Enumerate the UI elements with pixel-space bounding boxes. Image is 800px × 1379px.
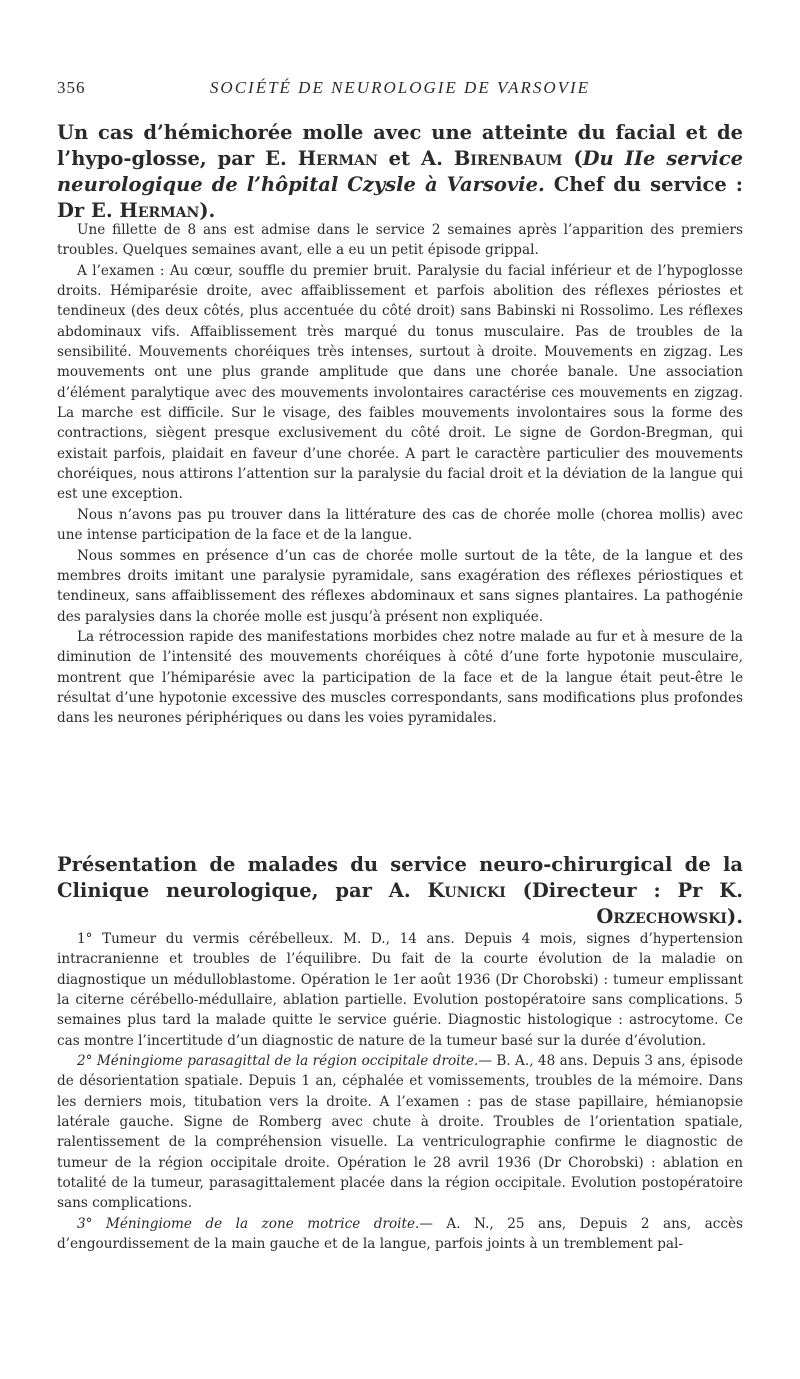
paren-close: ). xyxy=(726,905,743,928)
director-name: Orzechowski xyxy=(596,905,727,928)
article-title-hemichoree xyxy=(57,120,743,224)
page-header xyxy=(57,78,743,100)
case-text: — A. N., 25 ans, Depuis 2 ans, accès d’engourdissement de la main gauche et de la langue, parfois joints à un tremblement pal- xyxy=(57,1215,743,1253)
article-body-hemichoree xyxy=(57,220,743,729)
chief-name: Herman xyxy=(119,199,200,222)
paren-open: ( xyxy=(562,147,583,170)
paragraph xyxy=(57,1051,743,1214)
author-kunicki: Kunicki xyxy=(427,879,506,902)
title-by: par E. xyxy=(206,147,298,170)
paragraph: Nous sommes en présence d’un cas de chorée molle surtout de la tête, de la langue et des membres droits imitant une paralysie pyramidale, sans exagération des réflexes périostiques et tendineux, sans affaiblissement des réflexes abdominaux et sans signes plantaires. La pathogénie des paralysies dans la chorée molle est jusqu’à présent non expliquée. xyxy=(57,547,743,625)
chief-label: Chef du service : Dr E. xyxy=(57,173,743,222)
author-herman: Herman xyxy=(297,147,378,170)
case-heading: 2° Méningiome parasagittal de la région occipitale droite. xyxy=(77,1053,479,1070)
director-label: (Directeur : Pr K. xyxy=(505,879,743,902)
running-title: SOCIÉTÉ DE NEUROLOGIE DE VARSOVIE xyxy=(209,78,591,97)
page-number: 356 xyxy=(57,78,86,97)
paragraph: La rétrocession rapide des manifestations morbides chez notre malade au fur et à mesure de la diminution de l’intensité des mouvements choréiques à côté d’une forte hypotonie musculaire, montrent que l’hémiparésie avec la participation de la face et de la langue était peut-être le résultat d’une hypotonie excessive des muscles correspondants, sans modifications plus profondes dans les neurones périphériques ou dans les voies pyramidales. xyxy=(57,628,743,727)
author-birenbaum: Birenbaum xyxy=(453,147,563,170)
article-body-presentation xyxy=(57,929,743,1255)
title-and: et A. xyxy=(377,147,454,170)
paragraph: 1° Tumeur du vermis cérébelleux. M. D., 14 ans. Depuis 4 mois, signes d’hypertension intracranienne et troubles de l’équilibre. Du fait de la courte évolution de la maladie on diagnostique un médulloblastome. Opération le 1er août 1936 (Dr Chorobski) : tumeur emplissant la citerne cérébello-médullaire, ablation partielle. Evolution postopératoire sans complications. 5 semaines plus tard la malade quitte le service guérie. Diagnostic histologique : astrocytome. Ce cas montre l’incertitude d’un diagnostic de nature de la tumeur basé sur la durée d’évolution. xyxy=(57,931,743,1049)
case-heading: 3° Méningiome de la zone motrice droite. xyxy=(77,1215,420,1232)
title-by: par A. xyxy=(318,879,428,902)
title-bold: Présentation de malades du service neuro-chirurgical de la Clinique neurologique, xyxy=(57,853,743,902)
paren-close: ). xyxy=(199,199,216,222)
title-bold: Un cas d’hémichorée molle avec une atteinte du facial et de l’hypo-glosse, xyxy=(57,121,743,170)
paragraph: Nous n’avons pas pu trouver dans la littérature des cas de chorée molle (chorea mollis) avec une intense participation de la face et de la langue. xyxy=(57,506,743,544)
paragraph: A l’examen : Au cœur, souffle du premier bruit. Paralysie du facial inférieur et de l’hypoglosse droits. Hémiparésie droite, avec affaiblissement et parfois abolition des réflexes périostes et tendineux (des deux côtés, plus accentuée du côté droit) sans Babinski ni Rossolimo. Les réflexes abdominaux vifs. Affaiblissement très marqué du tonus musculaire. Pas de troubles de la sensibilité. Mouvements choréiques très intenses, surtout à droite. Mouvements en zigzag. Les mouvements ont une plus grande amplitude que dans une chorée banale. Une association d’élément paralytique avec des mouvements involontaires caractérise ces mouvements en zigzag. La marche est difficile. Sur le visage, des faibles mouvements involontaires sous la forme des contractions, siègent presque exclusivement du côté droit. Le signe de Gordon-Bregman, qui existait parfois, plaidait en faveur d’une chorée. A part le caractère particulier des mouvements choréiques, nous attirons l’attention sur la paralysie du facial droit et la déviation de la langue qui est une exception. xyxy=(57,262,743,503)
paragraph xyxy=(57,1214,743,1255)
paragraph: Une fillette de 8 ans est admise dans le service 2 semaines après l’apparition des premiers troubles. Quelques semaines avant, elle a eu un petit épisode grippal. xyxy=(57,222,743,259)
article-title-presentation xyxy=(57,852,743,930)
case-text: — B. A., 48 ans. Depuis 3 ans, épisode de désorientation spatiale. Depuis 1 an, céphalée et vomissements, troubles de la mémoire. Dans les derniers mois, titubation vers la droite. A l’examen : pas de stase papillaire, hémianopsie latérale gauche. Signe de Romberg avec chute à droite. Troubles de l’orientation spatiale, ralentissement de la compréhension visuelle. La ventriculographie confirme le diagnostic de tumeur de la région occipitale droite. Opération le 28 avril 1936 (Dr Chorobski) : ablation en totalité de la tumeur, parasagittalement placée dans la région occipitale. Evolution postopératoire sans complications. xyxy=(57,1053,743,1212)
affiliation: Du IIe service neurologique de l’hôpital Czysle à Varsovie. xyxy=(57,147,743,196)
